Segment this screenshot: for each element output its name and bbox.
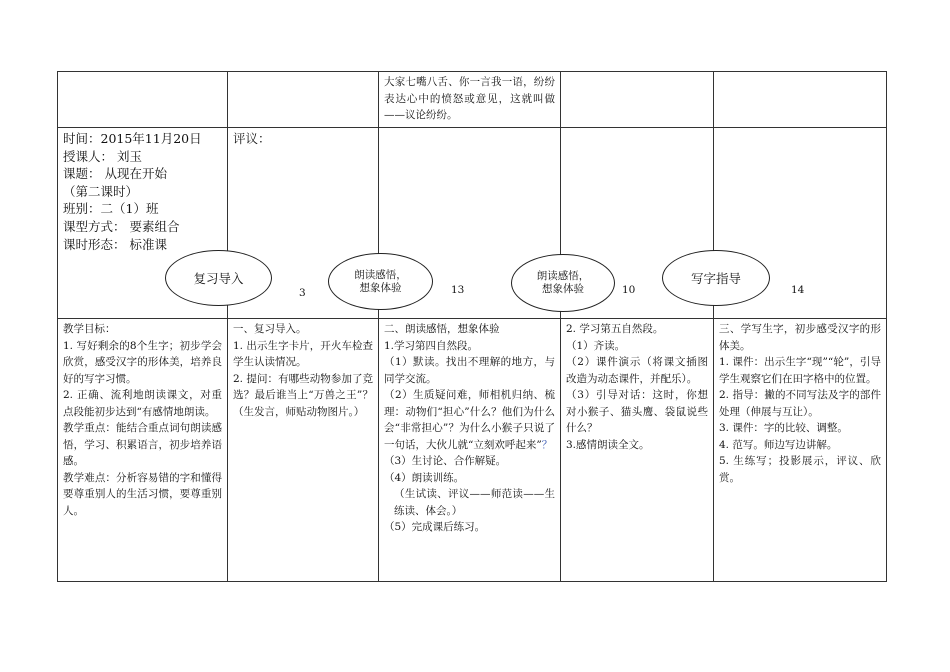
- top-cell-1: [58, 72, 228, 128]
- lesson-class: 班别：二（1）班: [63, 201, 159, 217]
- minutes-writing: 14: [791, 284, 805, 296]
- minutes-review: 3: [299, 287, 306, 299]
- minutes-reading-2: 10: [622, 284, 636, 296]
- lesson-teacher: 授课人： 刘玉: [63, 148, 142, 164]
- para5-step-4: 3.感情朗读全文。: [566, 438, 650, 451]
- lesson-period: （第二课时）: [63, 183, 139, 199]
- flow-oval-review: [165, 250, 272, 306]
- flow-oval-reading-1-line2: 想象体验: [359, 281, 402, 294]
- top-cell-4: [561, 72, 714, 128]
- table-row-top: [58, 72, 887, 128]
- minutes-reading-1: 13: [451, 284, 465, 296]
- reading-step-4: （3）生讨论、合作解疑。: [384, 455, 507, 467]
- review-cell: [228, 319, 379, 582]
- reading-title: 二、朗读感悟，想象体验: [384, 323, 500, 335]
- writing-cell: [714, 319, 887, 582]
- lesson-type: 课型方式： 要素组合: [63, 218, 180, 234]
- para5-cell: [561, 319, 714, 582]
- para5-step-2: （2）课件演示（将课文插图改造为动态课件，并配乐）。: [566, 356, 708, 385]
- key-point: 教学重点：能结合重点词句朗读感悟，学习、积累语言，初步培养语感。: [63, 422, 222, 467]
- writing-step-3: 3. 课件：字的比较、调整。: [719, 422, 848, 434]
- writing-step-1: 1. 课件：出示生字“现”“轮”，引导学生观察它们在田字格中的位置。: [719, 356, 881, 385]
- flow-oval-writing: [662, 250, 770, 306]
- writing-step-5: 5. 生练写；投影展示，评议、欣赏。: [719, 455, 881, 484]
- idiom-explanation: 大家七嘴八舌、你一言我一语，纷纷表达心中的愤怒或意见，这就叫做——议论纷纷。: [384, 76, 555, 121]
- para5-title: 2. 学习第五自然段。: [566, 323, 664, 335]
- reading-step-3: [384, 387, 555, 453]
- top-cell-5: [714, 72, 887, 128]
- reading-step-3-text: （2）生质疑问难，师相机归纳、梳理：动物们“担心”什么？他们为什么会“非常担心”？为什么小猴子只说了一句话，大伙儿就“立刻欢呼起来”: [384, 389, 555, 451]
- review-step-1: 1. 出示生字卡片，开火车检查学生认读情况。: [233, 339, 373, 368]
- reading-step-5: （4）朗读训练。: [384, 471, 465, 484]
- flow-oval-reading-2: [511, 254, 615, 312]
- para5-step-3: （3）引导对话：这时，你想对小猴子、猫头鹰、袋鼠说些什么？: [566, 389, 708, 434]
- flow-oval-writing-label: 写字指导: [690, 271, 741, 286]
- review-title: 一、复习导入。: [233, 323, 307, 335]
- table-row-content: [58, 319, 887, 582]
- goal-1: 1. 写好剩余的8个生字；初步学会欣赏，感受汉字的形体美，培养良好的写字习惯。: [63, 339, 222, 385]
- writing-title: 三、学写生字，初步感受汉字的形体美。: [719, 323, 881, 352]
- flow-oval-review-label: 复习导入: [193, 271, 244, 286]
- reading-cell: [379, 319, 561, 582]
- reading-step-2: （1）默读。找出不理解的地方，与同学交流。: [384, 356, 555, 385]
- lesson-form: 课时形态： 标准课: [63, 236, 167, 252]
- difficult-point: 教学难点：分析容易错的字和懂得要尊重别人的生活习惯，要尊重别人。: [63, 471, 222, 517]
- flow-oval-reading-1: [328, 253, 433, 310]
- goal-2: 2. 正确、流利地朗读课文，对重点段能初步达到“有感情地朗读。: [63, 389, 222, 418]
- lesson-plan-table: [57, 71, 887, 582]
- top-cell-2: [228, 72, 379, 128]
- flow-oval-reading-2-line1: 朗读感悟，: [536, 270, 590, 282]
- lesson-time: 时间：2015年11月20日: [63, 131, 202, 146]
- flow-oval-reading-2-line2: 想象体验: [542, 283, 584, 295]
- writing-step-2: 2. 指导：撇的不同写法及字的部件处理（伸展与互让）。: [719, 389, 881, 418]
- para5-step-1: （1）齐读。: [566, 339, 626, 352]
- reading-step-6: （生试读、评议——师范读——生练读、体会。）: [394, 488, 555, 517]
- top-cell-3: [379, 72, 561, 128]
- reading-step-3-mark: ？: [541, 438, 553, 451]
- flow-oval-reading-1-line1: 朗读感悟，: [354, 268, 407, 281]
- review-step-2: 2. 提问：有哪些动物参加了竞选？最后谁当上“万兽之王”？（生发言，师贴动物图片。）: [233, 372, 373, 418]
- lesson-topic: 课题： 从现在开始: [63, 166, 167, 182]
- writing-step-4: 4. 范写。师边写边讲解。: [719, 438, 838, 451]
- comment-label: 评议：: [233, 131, 271, 146]
- goals-title: 教学目标：: [63, 323, 116, 335]
- goals-cell: [58, 319, 228, 582]
- reading-step-1: 1.学习第四自然段。: [384, 339, 479, 352]
- reading-step-7: （5）完成课后练习。: [384, 521, 486, 533]
